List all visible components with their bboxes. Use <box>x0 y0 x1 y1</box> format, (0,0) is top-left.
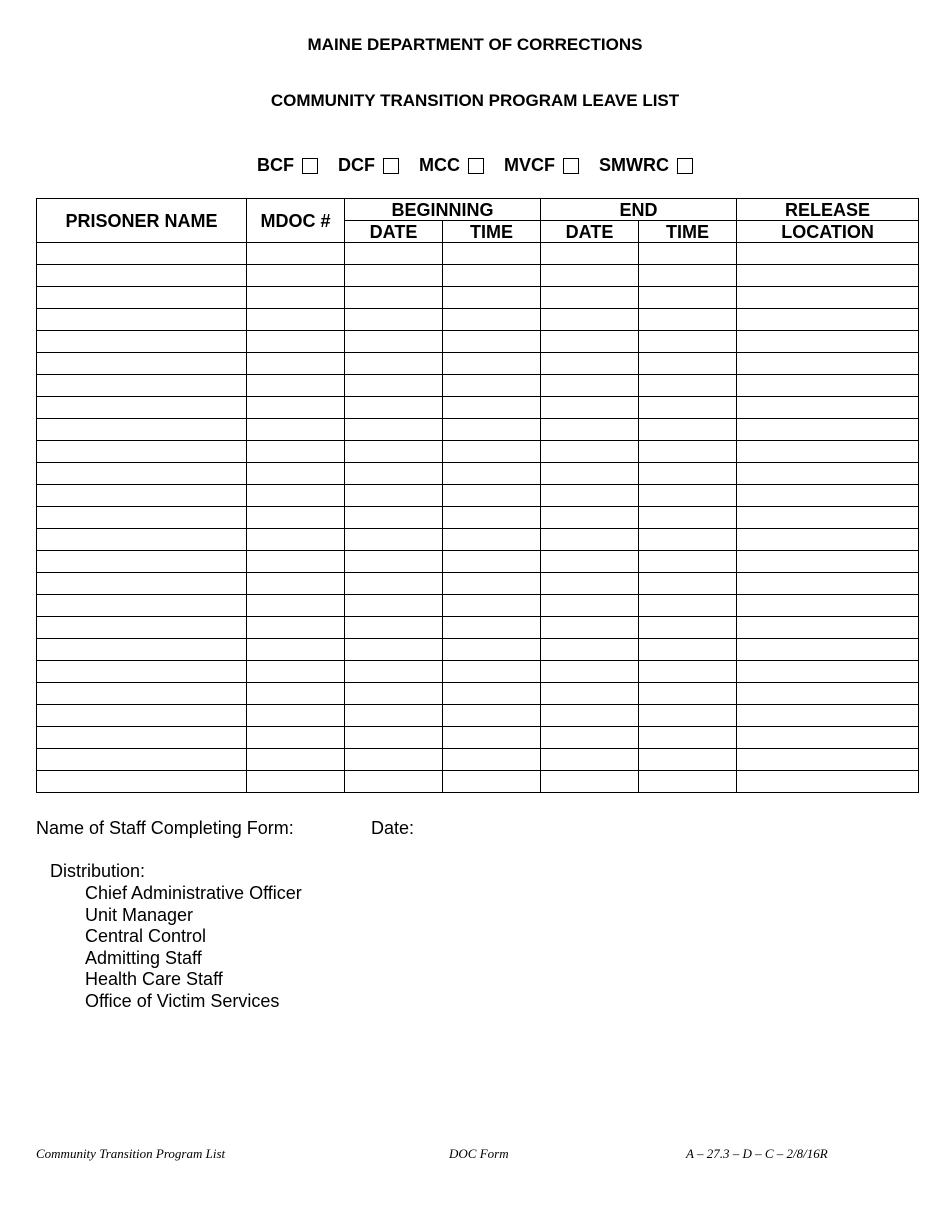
cell-mdoc[interactable] <box>247 287 345 309</box>
cell-release-location[interactable] <box>737 639 919 661</box>
cell-release-location[interactable] <box>737 529 919 551</box>
cell-end-time[interactable] <box>639 727 737 749</box>
cell-beginning-time[interactable] <box>443 573 541 595</box>
facility-checkboxes <box>0 155 950 176</box>
table-row <box>37 397 919 419</box>
cell-beginning-time[interactable] <box>443 265 541 287</box>
cell-end-time[interactable] <box>639 639 737 661</box>
cell-beginning-date[interactable] <box>345 617 443 639</box>
facility-label: BCF <box>257 155 294 175</box>
cell-end-time[interactable] <box>639 397 737 419</box>
cell-beginning-date[interactable] <box>345 639 443 661</box>
cell-end-date[interactable] <box>541 309 639 331</box>
cell-prisoner-name[interactable] <box>37 485 247 507</box>
cell-prisoner-name[interactable] <box>37 397 247 419</box>
cell-end-date[interactable] <box>541 617 639 639</box>
cell-prisoner-name[interactable] <box>37 573 247 595</box>
cell-end-date[interactable] <box>541 639 639 661</box>
cell-beginning-date[interactable] <box>345 397 443 419</box>
cell-mdoc[interactable] <box>247 705 345 727</box>
header-beginning-time: TIME <box>443 221 541 243</box>
cell-end-date[interactable] <box>541 331 639 353</box>
cell-end-date[interactable] <box>541 507 639 529</box>
cell-mdoc[interactable] <box>247 419 345 441</box>
cell-mdoc[interactable] <box>247 309 345 331</box>
cell-mdoc[interactable] <box>247 397 345 419</box>
table-row <box>37 353 919 375</box>
cell-end-time[interactable] <box>639 441 737 463</box>
facility-mvcf <box>504 155 579 176</box>
table-row <box>37 573 919 595</box>
table-row <box>37 661 919 683</box>
table-row <box>37 705 919 727</box>
cell-end-time[interactable] <box>639 287 737 309</box>
cell-end-date[interactable] <box>541 463 639 485</box>
cell-beginning-time[interactable] <box>443 463 541 485</box>
cell-release-location[interactable] <box>737 551 919 573</box>
staff-name-label: Name of Staff Completing Form: <box>36 818 294 838</box>
cell-mdoc[interactable] <box>247 485 345 507</box>
cell-end-date[interactable] <box>541 353 639 375</box>
header-beginning: BEGINNING <box>345 199 541 221</box>
cell-end-time[interactable] <box>639 617 737 639</box>
cell-prisoner-name[interactable] <box>37 353 247 375</box>
cell-end-time[interactable] <box>639 353 737 375</box>
cell-beginning-time[interactable] <box>443 595 541 617</box>
table-row <box>37 265 919 287</box>
facility-bcf <box>257 155 318 176</box>
cell-beginning-time[interactable] <box>443 551 541 573</box>
cell-beginning-date[interactable] <box>345 595 443 617</box>
cell-mdoc[interactable] <box>247 551 345 573</box>
facility-mcc <box>419 155 484 176</box>
cell-end-date[interactable] <box>541 683 639 705</box>
cell-mdoc[interactable] <box>247 771 345 793</box>
cell-release-location[interactable] <box>737 287 919 309</box>
cell-end-date[interactable] <box>541 661 639 683</box>
table-row <box>37 749 919 771</box>
cell-release-location[interactable] <box>737 375 919 397</box>
cell-prisoner-name[interactable] <box>37 595 247 617</box>
cell-prisoner-name[interactable] <box>37 705 247 727</box>
cell-end-time[interactable] <box>639 463 737 485</box>
cell-mdoc[interactable] <box>247 507 345 529</box>
cell-beginning-time[interactable] <box>443 375 541 397</box>
cell-end-time[interactable] <box>639 705 737 727</box>
cell-prisoner-name[interactable] <box>37 463 247 485</box>
cell-mdoc[interactable] <box>247 353 345 375</box>
cell-beginning-date[interactable] <box>345 309 443 331</box>
cell-release-location[interactable] <box>737 485 919 507</box>
cell-beginning-date[interactable] <box>345 463 443 485</box>
cell-prisoner-name[interactable] <box>37 771 247 793</box>
cell-beginning-date[interactable] <box>345 573 443 595</box>
staff-section <box>36 818 415 839</box>
facility-smwrc <box>599 155 693 176</box>
cell-release-location[interactable] <box>737 771 919 793</box>
cell-release-location[interactable] <box>737 397 919 419</box>
cell-prisoner-name[interactable] <box>37 331 247 353</box>
cell-beginning-time[interactable] <box>443 749 541 771</box>
cell-mdoc[interactable] <box>247 595 345 617</box>
cell-end-date[interactable] <box>541 397 639 419</box>
cell-end-time[interactable] <box>639 683 737 705</box>
cell-beginning-date[interactable] <box>345 507 443 529</box>
cell-end-time[interactable] <box>639 243 737 265</box>
cell-prisoner-name[interactable] <box>37 749 247 771</box>
facility-checkbox-mvcf[interactable] <box>563 158 579 174</box>
cell-prisoner-name[interactable] <box>37 551 247 573</box>
cell-mdoc[interactable] <box>247 573 345 595</box>
cell-release-location[interactable] <box>737 727 919 749</box>
cell-release-location[interactable] <box>737 441 919 463</box>
cell-end-time[interactable] <box>639 375 737 397</box>
cell-beginning-date[interactable] <box>345 441 443 463</box>
table-row <box>37 463 919 485</box>
cell-release-location[interactable] <box>737 331 919 353</box>
cell-end-time[interactable] <box>639 551 737 573</box>
cell-end-date[interactable] <box>541 485 639 507</box>
facility-label: SMWRC <box>599 155 669 175</box>
cell-end-date[interactable] <box>541 749 639 771</box>
cell-beginning-time[interactable] <box>443 727 541 749</box>
cell-release-location[interactable] <box>737 463 919 485</box>
cell-release-location[interactable] <box>737 617 919 639</box>
cell-beginning-time[interactable] <box>443 705 541 727</box>
cell-mdoc[interactable] <box>247 617 345 639</box>
cell-beginning-time[interactable] <box>443 771 541 793</box>
cell-beginning-date[interactable] <box>345 265 443 287</box>
cell-mdoc[interactable] <box>247 243 345 265</box>
cell-end-time[interactable] <box>639 331 737 353</box>
cell-beginning-date[interactable] <box>345 551 443 573</box>
cell-beginning-time[interactable] <box>443 639 541 661</box>
cell-end-date[interactable] <box>541 419 639 441</box>
cell-beginning-date[interactable] <box>345 727 443 749</box>
cell-end-time[interactable] <box>639 419 737 441</box>
table-row <box>37 309 919 331</box>
footer-form-name: Community Transition Program List <box>36 1146 226 1161</box>
cell-prisoner-name[interactable] <box>37 441 247 463</box>
cell-release-location[interactable] <box>737 243 919 265</box>
header-end: END <box>541 199 737 221</box>
cell-prisoner-name[interactable] <box>37 507 247 529</box>
cell-mdoc[interactable] <box>247 375 345 397</box>
cell-beginning-date[interactable] <box>345 705 443 727</box>
cell-prisoner-name[interactable] <box>37 265 247 287</box>
cell-beginning-time[interactable] <box>443 353 541 375</box>
table-row <box>37 485 919 507</box>
cell-beginning-date[interactable] <box>345 661 443 683</box>
department-title: MAINE DEPARTMENT OF CORRECTIONS <box>307 35 643 54</box>
cell-end-date[interactable] <box>541 287 639 309</box>
cell-release-location[interactable] <box>737 353 919 375</box>
facility-label: MCC <box>419 155 460 175</box>
table-row <box>37 771 919 793</box>
table-row <box>37 595 919 617</box>
cell-mdoc[interactable] <box>247 331 345 353</box>
facility-checkbox-mcc[interactable] <box>468 158 484 174</box>
cell-end-time[interactable] <box>639 771 737 793</box>
cell-beginning-time[interactable] <box>443 287 541 309</box>
cell-prisoner-name[interactable] <box>37 309 247 331</box>
cell-end-date[interactable] <box>541 771 639 793</box>
cell-release-location[interactable] <box>737 419 919 441</box>
header-end-time: TIME <box>639 221 737 243</box>
cell-prisoner-name[interactable] <box>37 529 247 551</box>
header-release: RELEASE <box>737 199 919 221</box>
cell-end-date[interactable] <box>541 243 639 265</box>
date-label: Date: <box>371 818 415 838</box>
cell-end-date[interactable] <box>541 375 639 397</box>
cell-end-time[interactable] <box>639 507 737 529</box>
cell-mdoc[interactable] <box>247 727 345 749</box>
cell-prisoner-name[interactable] <box>37 727 247 749</box>
facility-checkbox-dcf[interactable] <box>383 158 399 174</box>
cell-beginning-date[interactable] <box>345 287 443 309</box>
cell-end-time[interactable] <box>639 485 737 507</box>
table-row <box>37 331 919 353</box>
cell-beginning-time[interactable] <box>443 419 541 441</box>
table-row <box>37 617 919 639</box>
cell-end-time[interactable] <box>639 529 737 551</box>
cell-end-date[interactable] <box>541 529 639 551</box>
cell-beginning-time[interactable] <box>443 529 541 551</box>
cell-release-location[interactable] <box>737 309 919 331</box>
distribution-item: Office of Victim Services <box>85 990 280 1011</box>
cell-beginning-date[interactable] <box>345 331 443 353</box>
cell-beginning-date[interactable] <box>345 243 443 265</box>
distribution-list <box>85 883 302 1012</box>
distribution-item: Central Control <box>85 926 207 946</box>
facility-checkbox-smwrc[interactable] <box>677 158 693 174</box>
distribution-item: Chief Administrative Officer <box>85 883 302 903</box>
header-mdoc: MDOC # <box>247 199 345 243</box>
cell-release-location[interactable] <box>737 595 919 617</box>
cell-end-time[interactable] <box>639 595 737 617</box>
cell-end-time[interactable] <box>639 749 737 771</box>
cell-prisoner-name[interactable] <box>37 375 247 397</box>
leave-list-table <box>36 198 919 793</box>
cell-end-date[interactable] <box>541 727 639 749</box>
cell-mdoc[interactable] <box>247 749 345 771</box>
cell-beginning-date[interactable] <box>345 485 443 507</box>
cell-mdoc[interactable] <box>247 661 345 683</box>
header-beginning-date: DATE <box>345 221 443 243</box>
cell-beginning-date[interactable] <box>345 353 443 375</box>
cell-release-location[interactable] <box>737 683 919 705</box>
table-row <box>37 529 919 551</box>
facility-label: DCF <box>338 155 375 175</box>
form-title: COMMUNITY TRANSITION PROGRAM LEAVE LIST <box>270 91 680 110</box>
cell-beginning-time[interactable] <box>443 507 541 529</box>
distribution-item: Unit Manager <box>85 904 194 925</box>
cell-end-time[interactable] <box>639 661 737 683</box>
cell-end-date[interactable] <box>541 705 639 727</box>
cell-release-location[interactable] <box>737 507 919 529</box>
facility-dcf <box>338 155 399 176</box>
distribution-item: Health Care Staff <box>85 969 223 989</box>
cell-prisoner-name[interactable] <box>37 419 247 441</box>
cell-mdoc[interactable] <box>247 441 345 463</box>
cell-release-location[interactable] <box>737 573 919 595</box>
cell-prisoner-name[interactable] <box>37 287 247 309</box>
distribution-label: Distribution: <box>50 861 146 881</box>
header-prisoner-name: PRISONER NAME <box>37 199 247 243</box>
cell-release-location[interactable] <box>737 705 919 727</box>
cell-end-date[interactable] <box>541 551 639 573</box>
table-row <box>37 441 919 463</box>
header-end-date: DATE <box>541 221 639 243</box>
cell-beginning-time[interactable] <box>443 309 541 331</box>
cell-beginning-date[interactable] <box>345 749 443 771</box>
cell-beginning-time[interactable] <box>443 397 541 419</box>
cell-prisoner-name[interactable] <box>37 639 247 661</box>
facility-checkbox-bcf[interactable] <box>302 158 318 174</box>
cell-release-location[interactable] <box>737 749 919 771</box>
cell-mdoc[interactable] <box>247 463 345 485</box>
table-row <box>37 419 919 441</box>
cell-end-time[interactable] <box>639 573 737 595</box>
cell-beginning-time[interactable] <box>443 617 541 639</box>
cell-end-date[interactable] <box>541 265 639 287</box>
cell-mdoc[interactable] <box>247 683 345 705</box>
cell-beginning-time[interactable] <box>443 485 541 507</box>
cell-beginning-time[interactable] <box>443 331 541 353</box>
cell-beginning-date[interactable] <box>345 419 443 441</box>
cell-mdoc[interactable] <box>247 639 345 661</box>
cell-mdoc[interactable] <box>247 529 345 551</box>
cell-end-date[interactable] <box>541 595 639 617</box>
cell-end-date[interactable] <box>541 573 639 595</box>
cell-beginning-time[interactable] <box>443 661 541 683</box>
table-row <box>37 639 919 661</box>
cell-prisoner-name[interactable] <box>37 661 247 683</box>
cell-prisoner-name[interactable] <box>37 683 247 705</box>
table-row <box>37 551 919 573</box>
table-row <box>37 683 919 705</box>
cell-release-location[interactable] <box>737 661 919 683</box>
footer-doc-form: DOC Form <box>449 1146 509 1161</box>
footer-form-code: A – 27.3 – D – C – 2/8/16R <box>686 1146 828 1161</box>
table-row <box>37 287 919 309</box>
cell-mdoc[interactable] <box>247 265 345 287</box>
distribution-item: Admitting Staff <box>85 947 202 968</box>
table-row <box>37 727 919 749</box>
table-row <box>37 375 919 397</box>
cell-beginning-time[interactable] <box>443 243 541 265</box>
cell-end-date[interactable] <box>541 441 639 463</box>
cell-end-time[interactable] <box>639 309 737 331</box>
cell-release-location[interactable] <box>737 265 919 287</box>
cell-beginning-date[interactable] <box>345 529 443 551</box>
cell-beginning-date[interactable] <box>345 375 443 397</box>
cell-prisoner-name[interactable] <box>37 617 247 639</box>
header-location: LOCATION <box>737 221 919 243</box>
facility-label: MVCF <box>504 155 555 175</box>
cell-beginning-time[interactable] <box>443 683 541 705</box>
cell-beginning-date[interactable] <box>345 771 443 793</box>
cell-beginning-time[interactable] <box>443 441 541 463</box>
cell-end-time[interactable] <box>639 265 737 287</box>
cell-beginning-date[interactable] <box>345 683 443 705</box>
table-row <box>37 243 919 265</box>
table-row <box>37 507 919 529</box>
cell-prisoner-name[interactable] <box>37 243 247 265</box>
